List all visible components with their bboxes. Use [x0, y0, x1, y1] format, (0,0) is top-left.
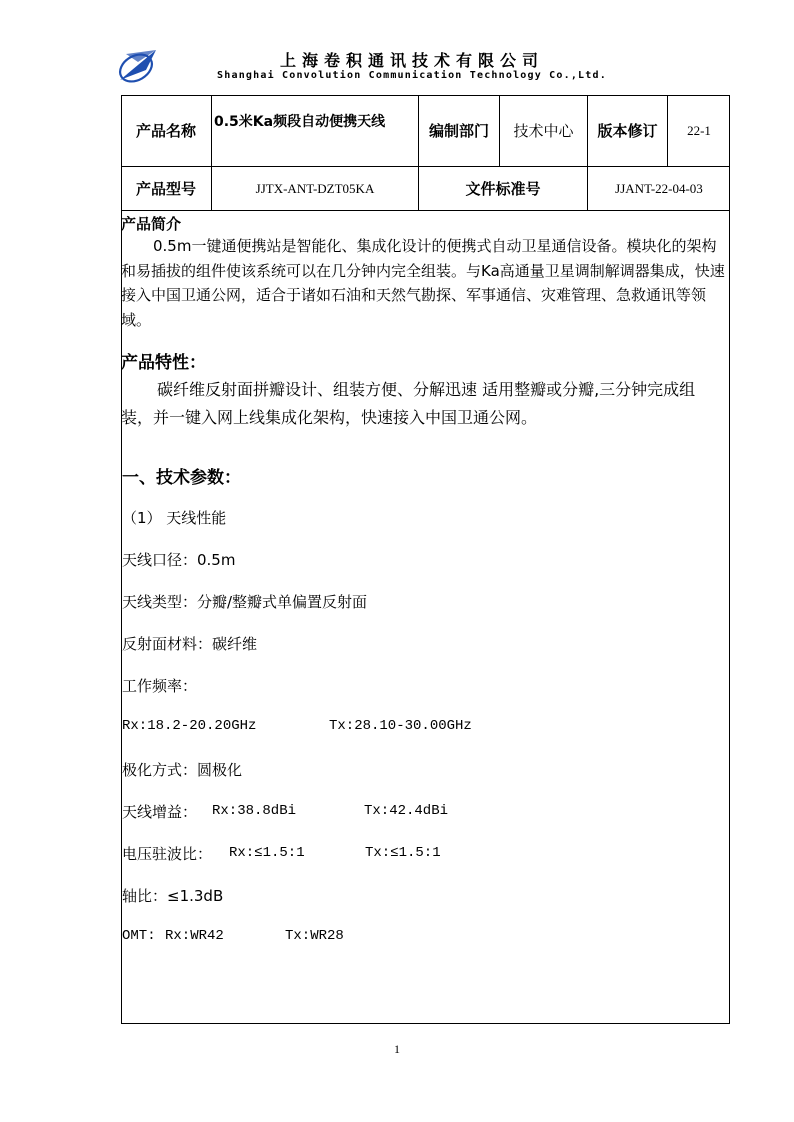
product-name-value: 0.5米Ka频段自动便携天线: [214, 114, 386, 130]
spec-gain-rx: Rx:38.8dBi: [212, 803, 297, 819]
spec-frequency-label: 工作频率：: [122, 677, 198, 695]
spec-vswr-label: 电压驻波比：: [122, 845, 213, 863]
spec-polarization: 极化方式：圆极化: [122, 761, 243, 779]
product-name-label: 产品名称: [135, 122, 196, 140]
spec-vswr-rx: Rx:≤1.5:1: [229, 845, 305, 861]
spec-gain-tx: Tx:42.4dBi: [364, 803, 449, 819]
features-section: [121, 350, 727, 432]
dept-label: 编制部门: [428, 122, 489, 140]
spec-omt-label: OMT:: [122, 928, 165, 944]
intro-section: [121, 214, 727, 332]
features-title: 产品特性：: [121, 353, 206, 373]
dept-value: 技术中心: [513, 122, 574, 140]
spec-vswr-tx: Tx:≤1.5:1: [365, 845, 441, 861]
spec-axial-ratio: 轴比：≤1.3dB: [122, 887, 224, 905]
spec-material: 反射面材料：碳纤维: [122, 635, 258, 653]
antenna-performance-subtitle: （1） 天线性能: [122, 509, 227, 527]
company-name-en: Shanghai Convolution Communication Technology Co.,Ltd.: [217, 70, 607, 81]
product-model-value: JJTX-ANT-DZT05KA: [255, 180, 375, 196]
spec-frequency-tx: Tx:28.10-30.00GHz: [329, 718, 472, 734]
document-header: [0, 0, 794, 95]
doc-standard-label: 文件标准号: [465, 180, 541, 198]
product-name-cell: [212, 95, 418, 166]
spec-frequency-rx: Rx:18.2-20.20GHz: [122, 718, 257, 734]
revision-label: 版本修订: [597, 122, 658, 140]
revision-value: 22-1: [687, 122, 711, 138]
spec-aperture: 天线口径：0.5m: [122, 551, 236, 569]
spec-gain-label: 天线增益：: [122, 803, 198, 821]
table-divider: [121, 210, 730, 211]
spec-omt-rx: Rx:WR42: [165, 928, 224, 944]
page-number: 1: [394, 1042, 400, 1056]
features-text: 碳纤维反射面拼瓣设计、组装方便、分解迅速 适用整瓣或分瓣,三分钟完成组装，并一键入网上线集成化架构，快速接入中国卫通公网。: [121, 380, 696, 427]
intro-text: 0.5m一键通便携站是智能化、集成化设计的便携式自动卫星通信设备。模块化的架构和易插拔的组件使该系统可以在几分钟内完全组装。与Ka高通量卫星调制解调器集成，快速接入中国卫通公网，适合于诸如石油和天然气勘探、军事通信、灾难管理、急救通讯等领域。: [121, 237, 725, 329]
spec-omt-tx: Tx:WR28: [285, 928, 344, 944]
intro-title: 产品简介: [121, 215, 182, 233]
spec-antenna-type: 天线类型：分瓣/整瓣式单偏置反射面: [122, 593, 368, 611]
company-name-cn: 上海卷积通讯技术有限公司: [279, 51, 544, 70]
specs-title: 一、技术参数：: [122, 468, 241, 488]
doc-standard-value: JJANT-22-04-03: [615, 180, 703, 196]
product-model-label: 产品型号: [135, 180, 196, 198]
